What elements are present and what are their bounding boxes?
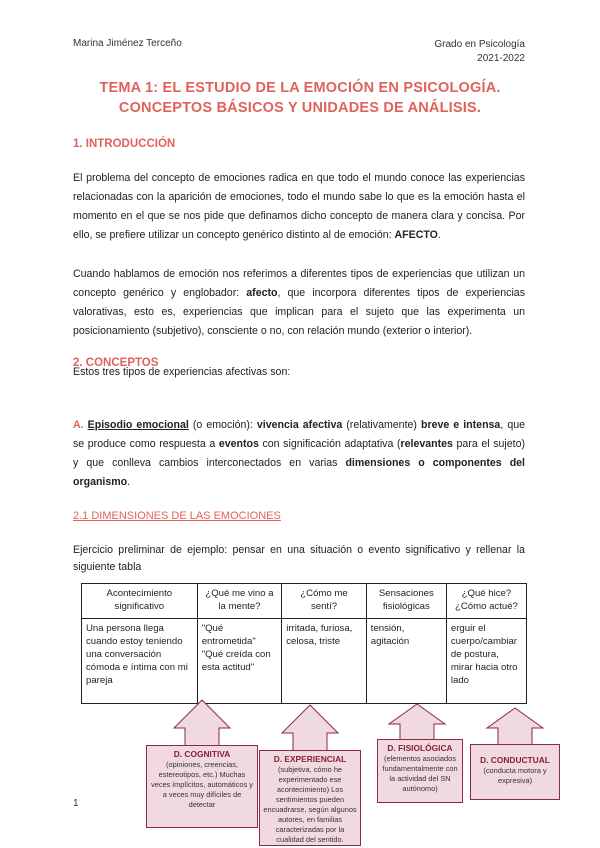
intro-p2-a: Cuando hablamos de emoción nos referimos a diferentes tipos de experiencias que utilizan un concepto genérico y englobador: bbox=[73, 268, 525, 299]
text-chunk: (relativamente) bbox=[342, 419, 421, 431]
intro-p2-b: , que incorpora diferentes tipos de experiencias valorativas, esto es, experiencias que implican para el sujeto que las experimenta un posicionamiento (subjetivo), consciente o no, con relación mundo (exterior o interior). bbox=[73, 287, 525, 337]
title-line-2: CONCEPTOS BÁSICOS Y UNIDADES DE ANÁLISIS. bbox=[118, 100, 482, 116]
conceptos-intro: Estos tres tipos de experiencias afectivas son: bbox=[73, 366, 291, 378]
text-chunk: , que se produce como respuesta a bbox=[73, 419, 525, 450]
table-header: ¿Qué me vino a la mente? bbox=[197, 584, 282, 619]
table-cell: Una persona llega cuando estoy teniendo una conversación cómoda e íntima con mi pareja bbox=[82, 619, 198, 704]
arrow-up-icon bbox=[389, 704, 445, 740]
table-cell: tensión, agitación bbox=[366, 619, 446, 704]
dimension-description: (elementos asociados fundamentalmente con la actividad del SN autónomo) bbox=[382, 754, 458, 793]
section-introduccion-heading: 1. INTRODUCCIÓN bbox=[73, 138, 176, 150]
bold-dimensiones: dimensiones o componentes del organismo bbox=[73, 457, 525, 488]
dimension-description: (opiniones, creencias, estereotipos, etc.) Muchas veces implícitos, automáticos y a veces muy difíciles de detectar bbox=[151, 760, 253, 809]
table-header: Acontecimiento significativo bbox=[82, 584, 198, 619]
dimension-box-cognitiva bbox=[146, 745, 258, 828]
section-conceptos-heading: 2. CONCEPTOS bbox=[73, 357, 159, 369]
table-header: ¿Cómo me sentí? bbox=[282, 584, 367, 619]
text-chunk: para el sujeto) y que conlleva cambios interconectados en varias bbox=[73, 438, 526, 469]
header-year: 2021-2022 bbox=[477, 53, 525, 64]
term-episodio-emocional: Episodio emocional bbox=[87, 419, 189, 431]
dimension-box-fisiologica bbox=[377, 739, 463, 803]
intro-p1-afecto: AFECTO bbox=[394, 229, 438, 241]
arrow-up-icon bbox=[282, 705, 338, 751]
bold-vivencia-afectiva: vivencia afectiva bbox=[256, 419, 343, 431]
text-chunk: . bbox=[127, 476, 131, 488]
subsection-dimensiones-heading: 2.1 DIMENSIONES DE LAS EMOCIONES bbox=[73, 510, 281, 522]
intro-p1-text: El problema del concepto de emociones radica en que todo el mundo conoce las experiencias relacionadas con la aparición de emociones, todo el mundo sabe lo que es la emoción hasta el momento en el que se nos pide que definamos dicho concepto de manera clara y concisa. Por ello, se prefiere utilizar un concepto genérico distinto al de emoción: bbox=[73, 172, 525, 241]
intro-p2-afecto: afecto bbox=[246, 287, 278, 299]
intro-p1-end: . bbox=[437, 229, 441, 241]
exercise-instruction: Ejercicio preliminar de ejemplo: pensar en una situación o evento significativo y rellenar la siguiente tabla bbox=[73, 544, 525, 573]
table-cell: "Qué entrometida" "Qué creída con esta actitud" bbox=[197, 619, 282, 704]
table-header: Sensaciones fisiológicas bbox=[366, 584, 446, 619]
dimension-title: D. EXPERIENCIAL bbox=[273, 754, 347, 764]
text-chunk: (o emoción): bbox=[188, 419, 257, 431]
dimension-title: D. FISIOLÓGICA bbox=[387, 743, 453, 753]
dimension-title: D. COGNITIVA bbox=[173, 749, 231, 759]
page-number: 1 bbox=[73, 798, 79, 809]
dimension-box-experiencial bbox=[259, 750, 361, 846]
bold-breve-intensa: breve e intensa bbox=[420, 419, 501, 431]
item-letter-a: A. bbox=[73, 419, 84, 431]
table-cell: irritada, furiosa, celosa, triste bbox=[282, 619, 367, 704]
table-header: ¿Qué hice? ¿Cómo actué? bbox=[446, 584, 526, 619]
dimension-title: D. CONDUCTUAL bbox=[480, 755, 550, 765]
dimension-description: (conducta motora y expresiva) bbox=[483, 766, 547, 785]
bold-relevantes: relevantes bbox=[400, 438, 453, 450]
dimension-description: (subjetiva, cómo he experimentado ese acontecimiento) Los sentimientos pueden encuadrarse, según algunos autores, en familias caracterizadas por la cualidad del sentido. bbox=[263, 765, 357, 844]
header-degree: Grado en Psicología bbox=[434, 39, 525, 50]
header-author: Marina Jiménez Terceño bbox=[73, 38, 182, 49]
arrow-up-icon bbox=[487, 708, 543, 745]
text-chunk: con significación adaptativa ( bbox=[258, 438, 401, 450]
bold-eventos: eventos bbox=[218, 438, 259, 450]
arrow-up-icon bbox=[174, 700, 230, 746]
title-line-1: TEMA 1: EL ESTUDIO DE LA EMOCIÓN EN PSICOLOGÍA. bbox=[99, 80, 501, 96]
table-cell: erguir el cuerpo/cambiar de postura, mirar hacia otro lado bbox=[446, 619, 526, 704]
dimension-box-conductual bbox=[470, 744, 560, 800]
